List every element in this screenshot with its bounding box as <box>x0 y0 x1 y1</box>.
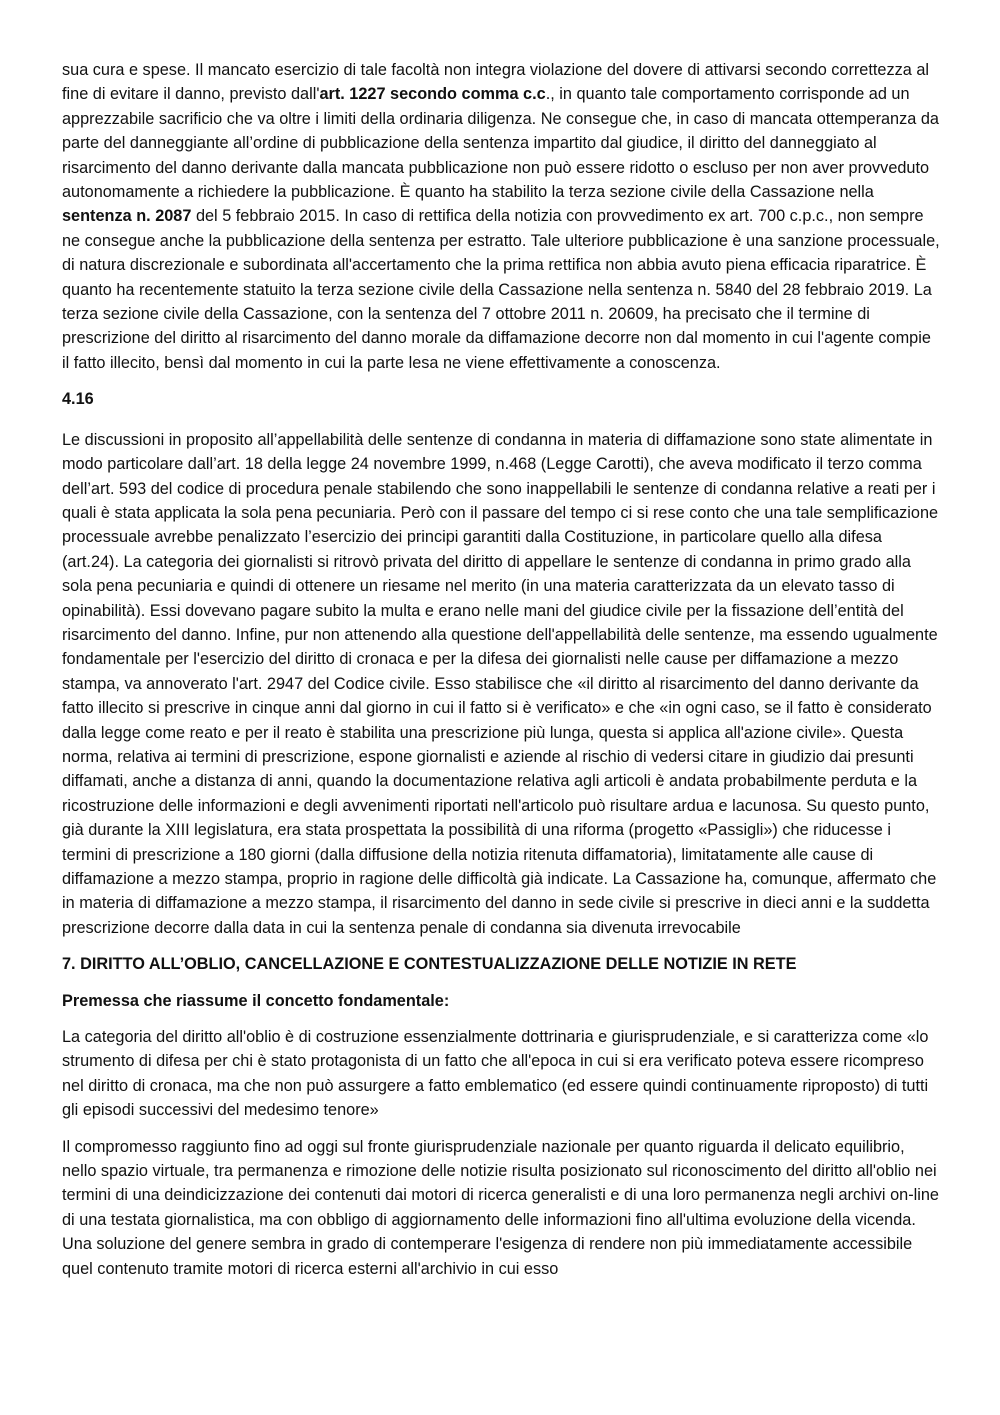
bold-reference: sentenza n. 2087 <box>62 207 192 226</box>
paragraph-appellabilita: Le discussioni in proposito all’appellabilità delle sentenze di condanna in materia di diffamazione sono state alimentate in modo particolare dall’art. 18 della legge 24 novembre 1999, n.468 (Legge Carotti), che aveva modificato il terzo comma dell’art. 593 del codice di procedura penale stabilendo che sono inappellabili le sentenze di condanna relative a reati per i quali è stata applicata la sola pena pecuniaria. Però con il passare del tempo ci si rese conto che una tale semplificazione processuale avrebbe penalizzato l’esercizio dei principi garantiti dalla Costituzione, in particolare quello alla difesa (art.24). La categoria dei giornalisti si ritrovò privata del diritto di appellare le sentenze di condanna in primo grado alla sola pena pecuniaria e quindi di ottenere un riesame nel merito (in una materia caratterizzata da un elevato tasso di opinabilità). Essi dovevano pagare subito la multa e erano nelle mani del giudice civile per la fissazione dell’entità del risarcimento del danno. Infine, pur non attenendo alla questione dell'appellabilità delle sentenze, ma essendo ugualmente fondamentale per l'esercizio del diritto di cronaca e per la difesa dei giornalisti nelle cause per diffamazione a mezzo stampa, va annoverato l'art. 2947 del Codice civile. Esso stabilisce che «il diritto al risarcimento del danno derivante da fatto illecito si prescrive in cinque anni dal giorno in cui il fatto si è verificato» e che «in ogni caso, se il fatto è considerato dalla legge come reato e per il reato è stabilita una prescrizione più lunga, questa si applica all'azione civile». Questa norma, relativa ai termini di prescrizione, espone giornalisti e aziende al rischio di vedersi citare in giudizio dai presunti diffamati, anche a distanza di anni, quando la documentazione relativa agli articoli è andata probabilmente perduta e la ricostruzione delle informazioni e degli avvenimenti riportati nell'articolo può risultare ardua e lacunosa. Su questo punto, già durante la XIII legislatura, era stata prospettata la possibilità di una riforma (progetto «Passigli») che riducesse i termini di prescrizione a 180 giorni (dalla diffusione della notizia ritenuta diffamatoria), limitatamente alle cause di diffamazione a mezzo stampa, proprio in ragione delle difficoltà già indicate. La Cassazione ha, comunque, affermato che in materia di diffamazione a mezzo stampa, il risarcimento del danno in sede civile si prescrive in dieci anni e la suddetta prescrizione decorre dalla data in cui la sentenza penale di condanna sia divenuta irrevocabile <box>62 430 939 937</box>
paragraph-compromesso: Il compromesso raggiunto fino ad oggi sul fronte giurisprudenziale nazionale per quanto riguarda il delicato equilibrio, nello spazio virtuale, tra permanenza e rimozione delle notizie risulta posizionato sul riconoscimento del diritto all'oblio nei termini di una deindicizzazione dei contenuti dai motori di ricerca generalisti e di una loro permanenza negli archivi on-line di una testata giornalistica, ma con obbligo di aggiornamento delle informazioni fino all'ultima evoluzione della vicenda. Una soluzione del genere sembra in grado di contemperare l'esigenza di rendere non più immediatamente accessibile quel contenuto tramite motori di ricerca esterni all'archivio in cui esso <box>62 1137 939 1278</box>
paragraph-text: sua cura e spese. Il mancato esercizio di tale facoltà non integra violazione del dovere di attivarsi secondo correttezza al fine di evitare il danno, previsto dall' <box>62 61 930 104</box>
document-page <box>62 58 942 1293</box>
bold-reference: art. 1227 secondo comma c.c <box>319 85 546 104</box>
paragraph-text: del 5 febbraio 2015. In caso di rettifica della notizia con provvedimento ex art. 700 c.p.c., non sempre ne consegue anche la pubblicazione della sentenza per estratto. Tale ulteriore pubblicazione è una sanzione processuale, di natura discrezionale e subordinata all'accertamento che la prima rettifica non abbia avuto piena efficacia riparatrice. È quanto ha recentemente statuito la terza sezione civile della Cassazione nella sentenza n. 5840 del 28 febbraio 2019. La terza sezione civile della Cassazione, con la sentenza del 7 ottobre 2011 n. 20609, ha precisato che il termine di prescrizione del diritto al risarcimento del danno morale da diffamazione decorre non dal momento in cui l'agente compie il fatto illecito, bensì dal momento in cui la parte lesa ne viene effettivamente a conoscenza. <box>62 207 940 372</box>
paragraph-text: ., in quanto tale comportamento corrisponde ad un apprezzabile sacrificio che va oltre i limiti della ordinaria diligenza. Ne consegue che, in caso di mancata ottemperanza da parte del danneggiante all’ordine di pubblicazione della sentenza impartito dal giudice, il diritto del danneggiato al risarcimento del danno derivante dalla mancata pubblicazione non può essere ridotto o escluso per non aver provveduto autonomamente a richiedere la pubblicazione. È quanto ha stabilito la terza sezione civile della Cassazione nella <box>62 85 939 202</box>
paragraph-diritto-oblio: La categoria del diritto all'oblio è di costruzione essenzialmente dottrinaria e giurisprudenziale, e si caratterizza come «lo strumento di difesa per chi è stato protagonista di un fatto che all'epoca in cui si era verificato poteva essere ricompreso nel diritto di cronaca, ma che non può assurgere a fatto emblematico (ed essere quindi continuamente riproposto) di tutti gli episodi successivi del medesimo tenore» <box>62 1028 929 1120</box>
section-title-7: 7. DIRITTO ALL’OBLIO, CANCELLAZIONE E CONTESTUALIZZAZIONE DELLE NOTIZIE IN RETE <box>62 955 797 974</box>
section-heading-4-16: 4.16 <box>62 390 94 409</box>
premessa-subheading: Premessa che riassume il concetto fondamentale: <box>62 991 450 1010</box>
paragraph-cassazione-rulings <box>62 58 942 375</box>
